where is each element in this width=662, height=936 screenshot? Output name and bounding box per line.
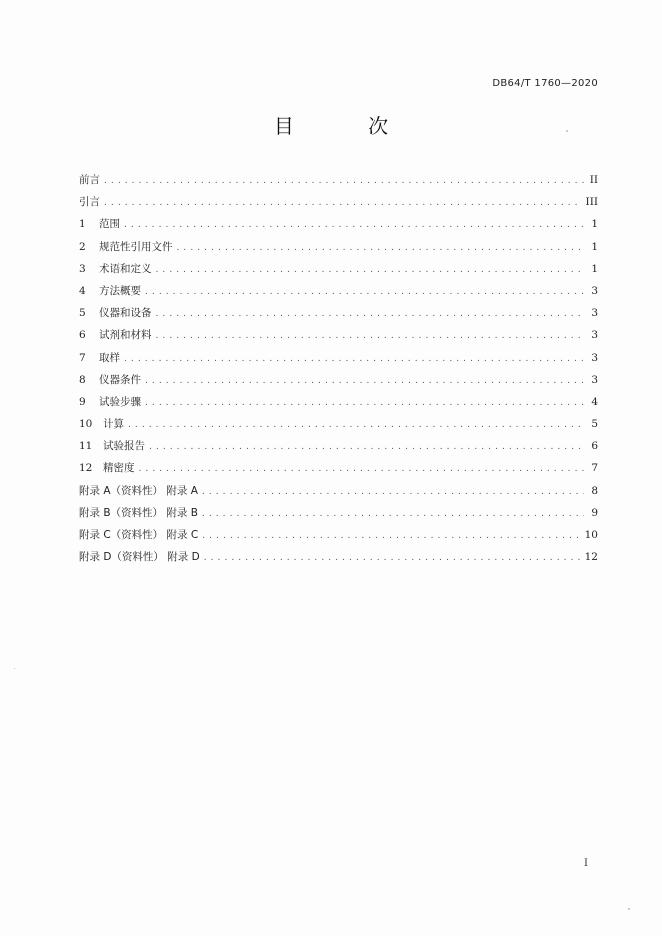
toc-entry-page: 12 (584, 551, 598, 564)
page-title: 目 次 (273, 114, 423, 138)
toc-entry-number: 5 (79, 307, 86, 320)
toc-entry-label: 试验步骤 (99, 395, 141, 408)
scan-speck (566, 130, 568, 132)
toc-leader-dots (124, 214, 584, 236)
toc-entry-number: 3 (79, 262, 86, 275)
toc-leader-dots (145, 281, 584, 303)
toc-entry-number: 7 (79, 351, 86, 364)
toc-entry-page: 5 (591, 418, 598, 431)
toc-leader-dots (202, 481, 584, 503)
toc-entry-number: 12 (79, 462, 93, 475)
toc-entry-label: 附录 C（资料性） 附录 C (79, 529, 199, 541)
toc-leader-dots (202, 525, 580, 547)
toc-entry-label: 计算 (103, 418, 124, 431)
toc-leader-dots (128, 414, 584, 436)
toc-entry-label: 前言 (79, 174, 100, 186)
toc-entry-section-2[interactable] (79, 236, 598, 258)
toc-entry-number: 4 (79, 284, 86, 297)
toc-leader-dots (177, 237, 585, 259)
toc-entry-section-11[interactable] (79, 435, 598, 457)
toc-entry-label: 试验报告 (103, 440, 145, 453)
toc-entry-page: 7 (591, 462, 598, 475)
toc-entry-section-10[interactable] (79, 413, 598, 435)
toc-entry-page: 4 (591, 395, 598, 408)
toc-entry-label: 引言 (79, 196, 100, 209)
toc-leader-dots (104, 170, 584, 192)
toc-entry-label: 仪器条件 (99, 373, 141, 386)
toc-leader-dots (145, 370, 584, 392)
toc-entry-number: 10 (79, 418, 93, 431)
toc-entry-section-7[interactable] (79, 347, 598, 369)
toc-entry-introduction[interactable] (79, 191, 598, 213)
toc-entry-page: 9 (591, 506, 598, 519)
toc-entry-page: 10 (584, 529, 598, 541)
toc-entry-number: 11 (79, 440, 93, 453)
toc-entry-page: 3 (591, 284, 598, 297)
toc-entry-page: 8 (591, 484, 598, 497)
toc-entry-label: 仪器和设备 (99, 307, 152, 320)
toc-leader-dots (124, 348, 584, 370)
toc-leader-dots (149, 436, 584, 458)
toc-entry-label: 范围 (99, 218, 120, 231)
toc-leader-dots (104, 192, 582, 214)
toc-entry-appendix-a[interactable] (79, 480, 598, 502)
toc-entry-label: 附录 B（资料性） 附录 B (79, 506, 198, 519)
toc-entry-page: 3 (591, 373, 598, 386)
toc-entry-page: II (589, 174, 598, 186)
toc-entry-label: 试剂和材料 (99, 329, 152, 342)
toc-entry-label: 附录 A（资料性） 附录 A (79, 484, 198, 497)
toc-entry-section-12[interactable] (79, 457, 598, 479)
toc-entry-section-6[interactable] (79, 324, 598, 346)
toc-entry-number: 9 (79, 395, 86, 408)
toc-entry-page: 6 (591, 440, 598, 453)
toc-leader-dots (156, 325, 585, 347)
toc-entry-section-5[interactable] (79, 302, 598, 324)
toc-entry-page: 1 (591, 218, 598, 231)
toc-entry-label: 取样 (99, 351, 120, 364)
toc-leader-dots (202, 503, 584, 525)
toc-entry-label: 规范性引用文件 (99, 240, 173, 253)
toc-entry-label: 术语和定义 (99, 262, 152, 275)
toc-entry-number: 2 (79, 240, 86, 253)
toc-entry-label: 附录 D（资料性） 附录 D (79, 551, 200, 564)
toc-entry-section-9[interactable] (79, 391, 598, 413)
scan-speck (14, 668, 15, 669)
toc-entry-page: 1 (591, 240, 598, 253)
toc-leader-dots (156, 303, 585, 325)
toc-leader-dots (145, 392, 584, 414)
toc-entry-appendix-d[interactable] (79, 546, 598, 568)
toc-entry-page: III (585, 196, 598, 209)
toc-entry-section-1[interactable] (79, 213, 598, 235)
page-number: I (584, 858, 588, 869)
toc-entry-appendix-c[interactable] (79, 524, 598, 546)
toc-entry-label: 精密度 (103, 462, 135, 475)
toc-entry-number: 6 (79, 329, 86, 342)
scan-speck (628, 908, 630, 910)
toc-entry-label: 方法概要 (99, 284, 141, 297)
toc-entry-page: 3 (591, 307, 598, 320)
toc-entry-page: 3 (591, 329, 598, 342)
toc-entry-section-4[interactable] (79, 280, 598, 302)
toc-entry-number: 8 (79, 373, 86, 386)
toc-entry-number: 1 (79, 218, 86, 231)
toc-leader-dots (156, 259, 585, 281)
toc-entry-foreword[interactable] (79, 169, 598, 191)
document-code: DB64/T 1760—2020 (492, 78, 598, 89)
toc-leader-dots (204, 547, 581, 569)
toc-entry-section-3[interactable] (79, 258, 598, 280)
toc-entry-page: 3 (591, 351, 598, 364)
toc-entry-appendix-b[interactable] (79, 502, 598, 524)
toc-leader-dots (139, 458, 585, 480)
toc-entry-page: 1 (591, 262, 598, 275)
table-of-contents (79, 169, 598, 568)
toc-entry-section-8[interactable] (79, 369, 598, 391)
